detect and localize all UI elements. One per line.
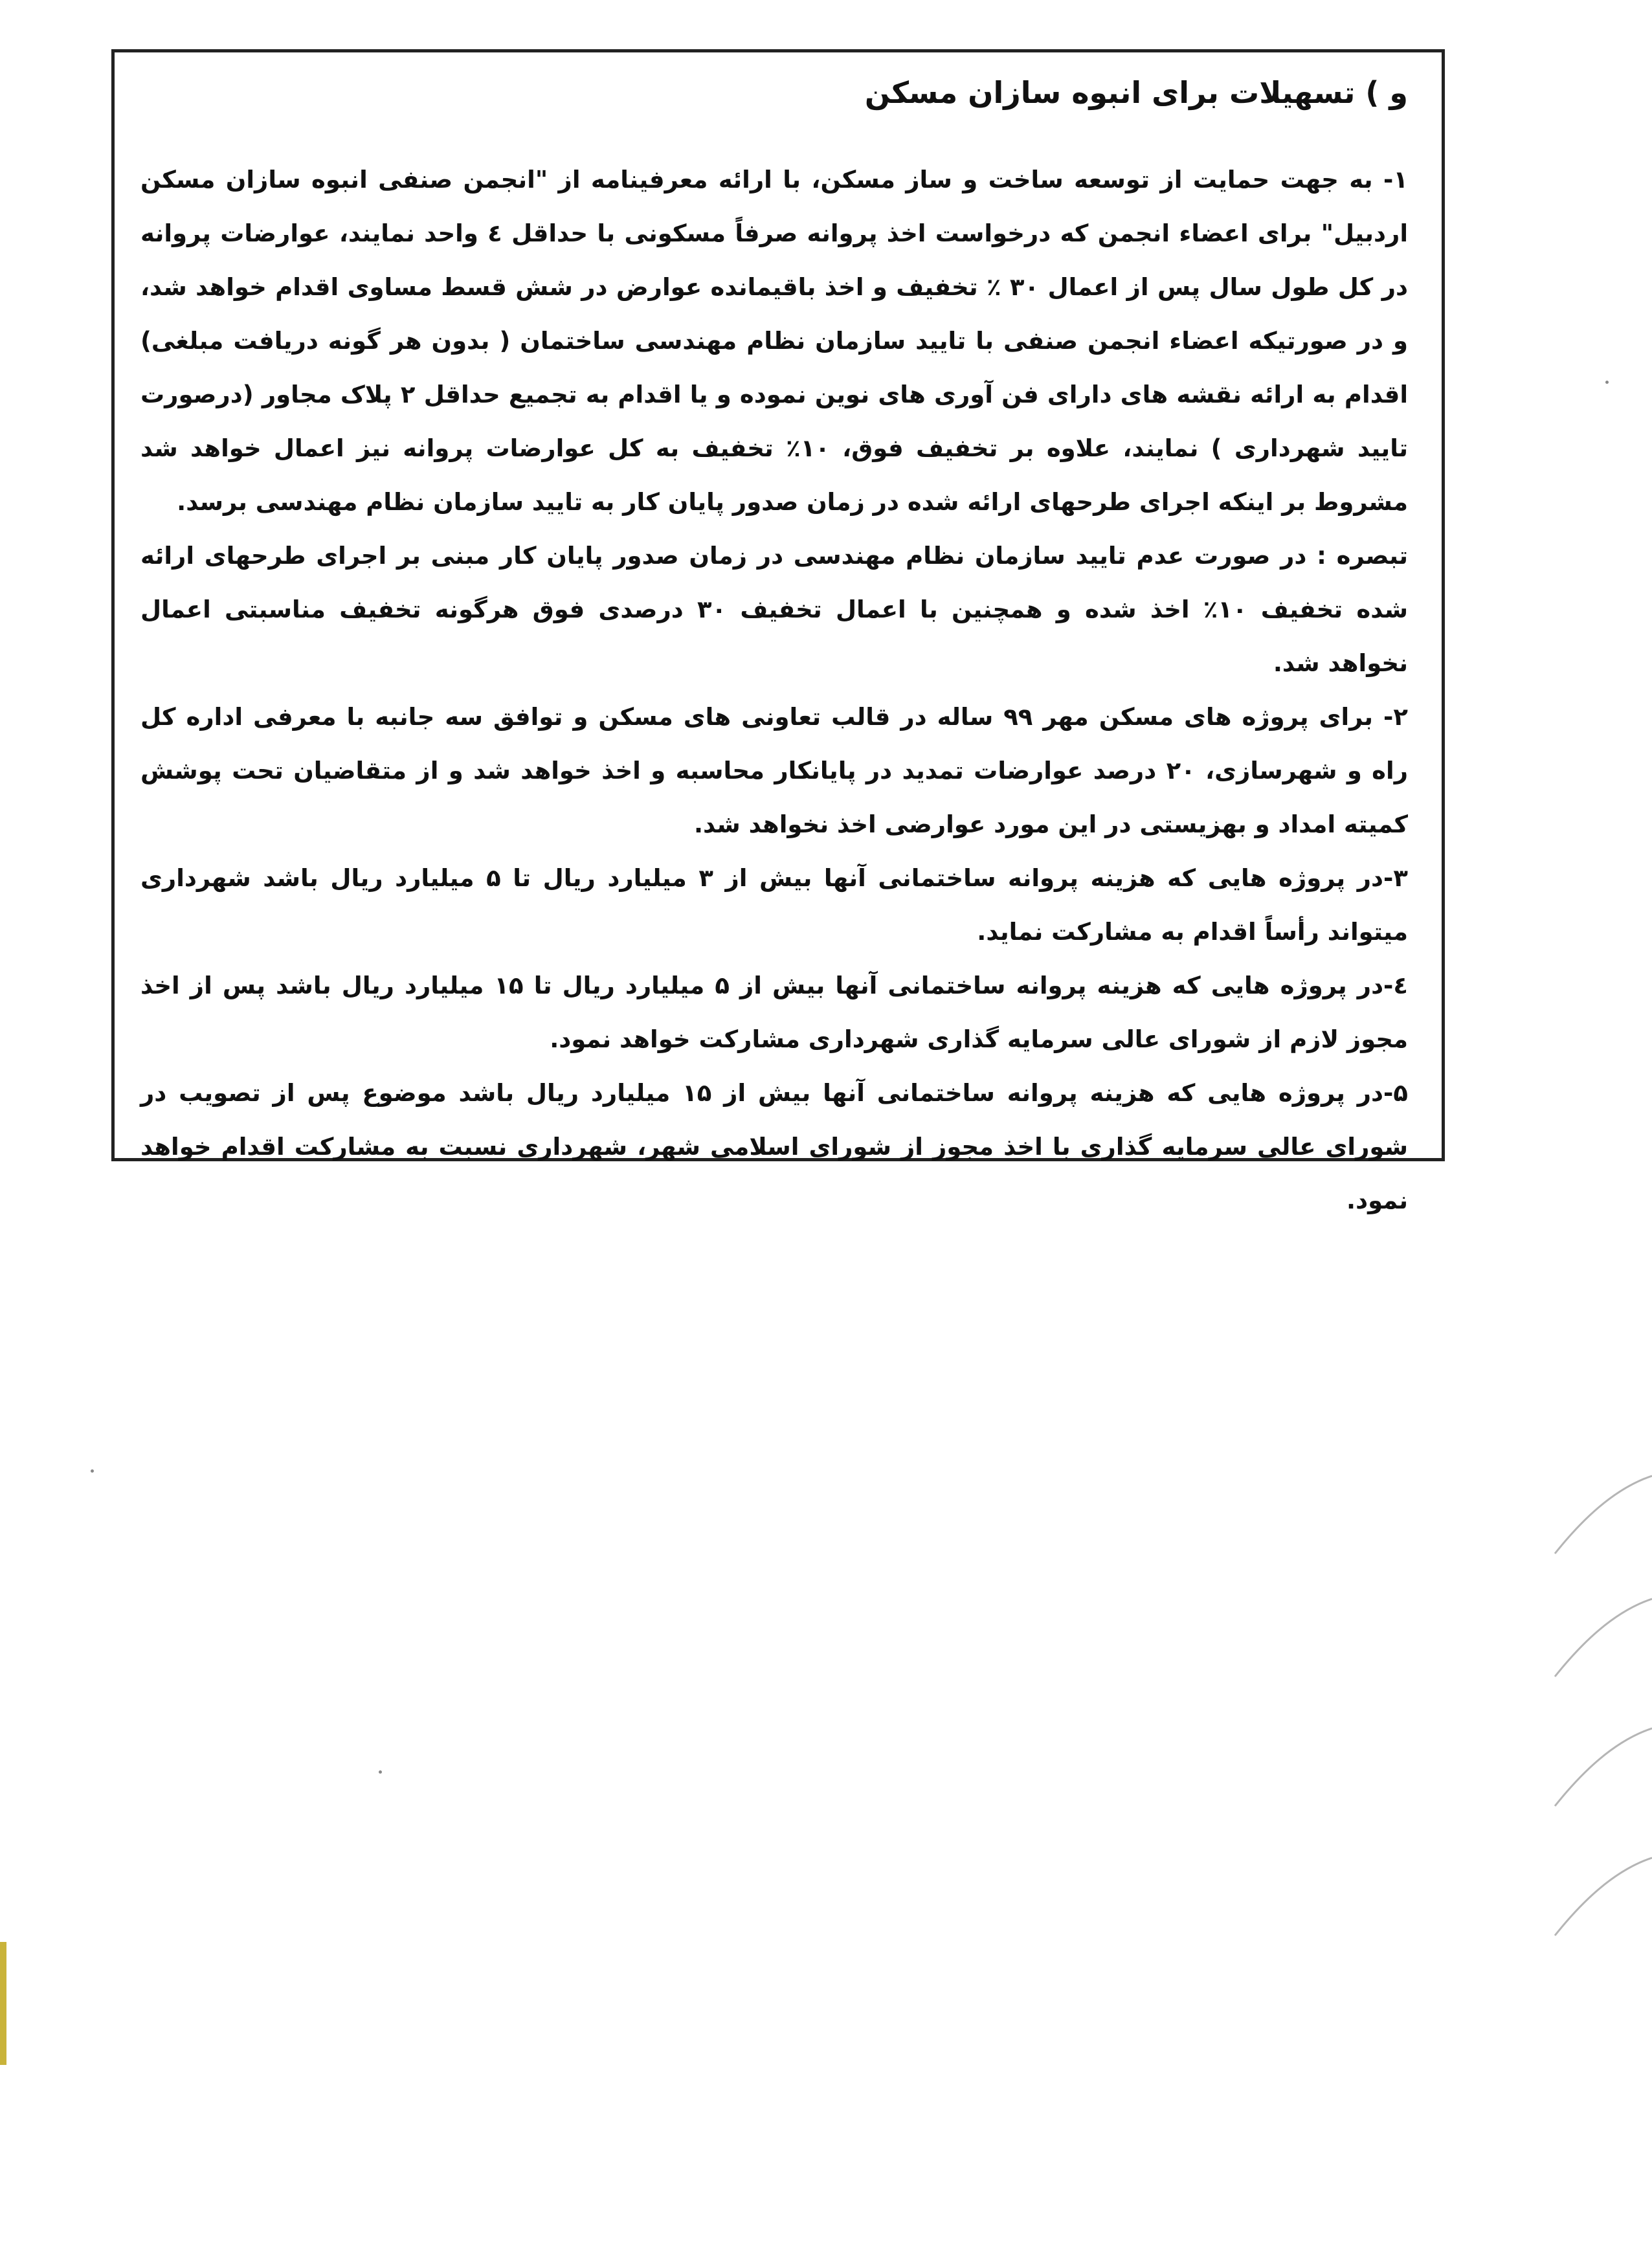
scan-speck [91, 1469, 94, 1473]
punch-hole-arc [1548, 1592, 1652, 1683]
clause-2: ۲- برای پروژه های مسکن مهر ۹۹ ساله در قالب تعاونی های مسکن و توافق سه جانبه با معرفی اداره کل راه و شهرسازی، ۲۰ درصد عوارضات تمدید در پایانکار محاسبه و اخذ خواهد شد و از متقاضیان تحت پوشش کمیته امداد و بهزیستی در این مورد عوارضی اخذ نخواهد شد. [140, 703, 1409, 838]
regulation-box [111, 49, 1445, 1214]
scan-speck [1605, 381, 1609, 384]
clause-3: ۳-در پروژه هایی که هزینه پروانه ساختمانی آنها بیش از ۳ میلیارد ریال تا ۵ میلیارد ریال باشد شهرداری میتواند رأساً اقدام به مشارکت نماید. [140, 864, 1408, 946]
margin-mark [0, 1942, 6, 2065]
section-heading: و ) تسهیلات برای انبوه سازان مسکن [864, 75, 1408, 110]
clause-4: ٤-در پروژه هایی که هزینه پروانه ساختمانی آنها بیش از ۵ میلیارد ریال تا ۱۵ میلیارد ریال باشد پس از اخذ مجوز لازم از شورای عالی سرمایه گذاری شهرداری مشارکت خواهد نمود. [140, 972, 1409, 1053]
clause-5: ۵-در پروژه هایی که هزینه پروانه ساختمانی آنها بیش از ۱۵ میلیارد ریال باشد موضوع پس از تصویب در شورای عالی سرمایه گذاری با اخذ مجوز از شورای اسلامی شهر، شهرداری نسبت به مشارکت اقدام خواهد نمود. [140, 1079, 1408, 1214]
scan-speck [379, 1770, 382, 1774]
punch-hole-arc [1548, 1469, 1652, 1560]
punch-hole-arc [1548, 1851, 1652, 1942]
clause-1: ۱- به جهت حمایت از توسعه ساخت و ساز مسکن، با ارائه معرفینامه از "انجمن صنفی انبوه سازان مسکن اردبیل" برای اعضاء انجمن که درخواست اخذ پروانه صرفاً مسکونی با حداقل ٤ واحد نمایند، عوارضات پروانه در کل طول سال پس از اعمال ۳۰ ٪ تخفیف و اخذ باقیمانده عوارض در شش قسط مساوی اقدام خواهد شد، و در صورتیکه اعضاء انجمن صنفی با تایید سازمان نظام مهندسی ساختمان ( بدون هر گونه دریافت مبلغی) اقدام به ارائه نقشه های دارای فن آوری های نوین نموده و یا اقدام به تجمیع حداقل ۲ پلاک مجاور (درصورت تایید شهرداری ) نمایند، علاوه بر تخفیف فوق، ۱۰٪ تخفیف به کل عوارضات پروانه نیز اعمال خواهد شد مشروط بر اینکه اجرای طرحهای ارائه شده در زمان صدور پایان کار به تایید سازمان نظام مهندسی برسد. [140, 166, 1409, 516]
punch-hole-arc [1548, 1722, 1652, 1812]
note-clause: تبصره : در صورت عدم تایید سازمان نظام مهندسی در زمان صدور پایان کار مبنی بر اجرای طرحهای ارائه شده تخفیف ۱۰٪ اخذ شده و همچنین با اعمال تخفیف ۳۰ درصدی فوق هرگونه تخفیف مناسبتی اعمال نخواهد شد. [140, 542, 1408, 677]
